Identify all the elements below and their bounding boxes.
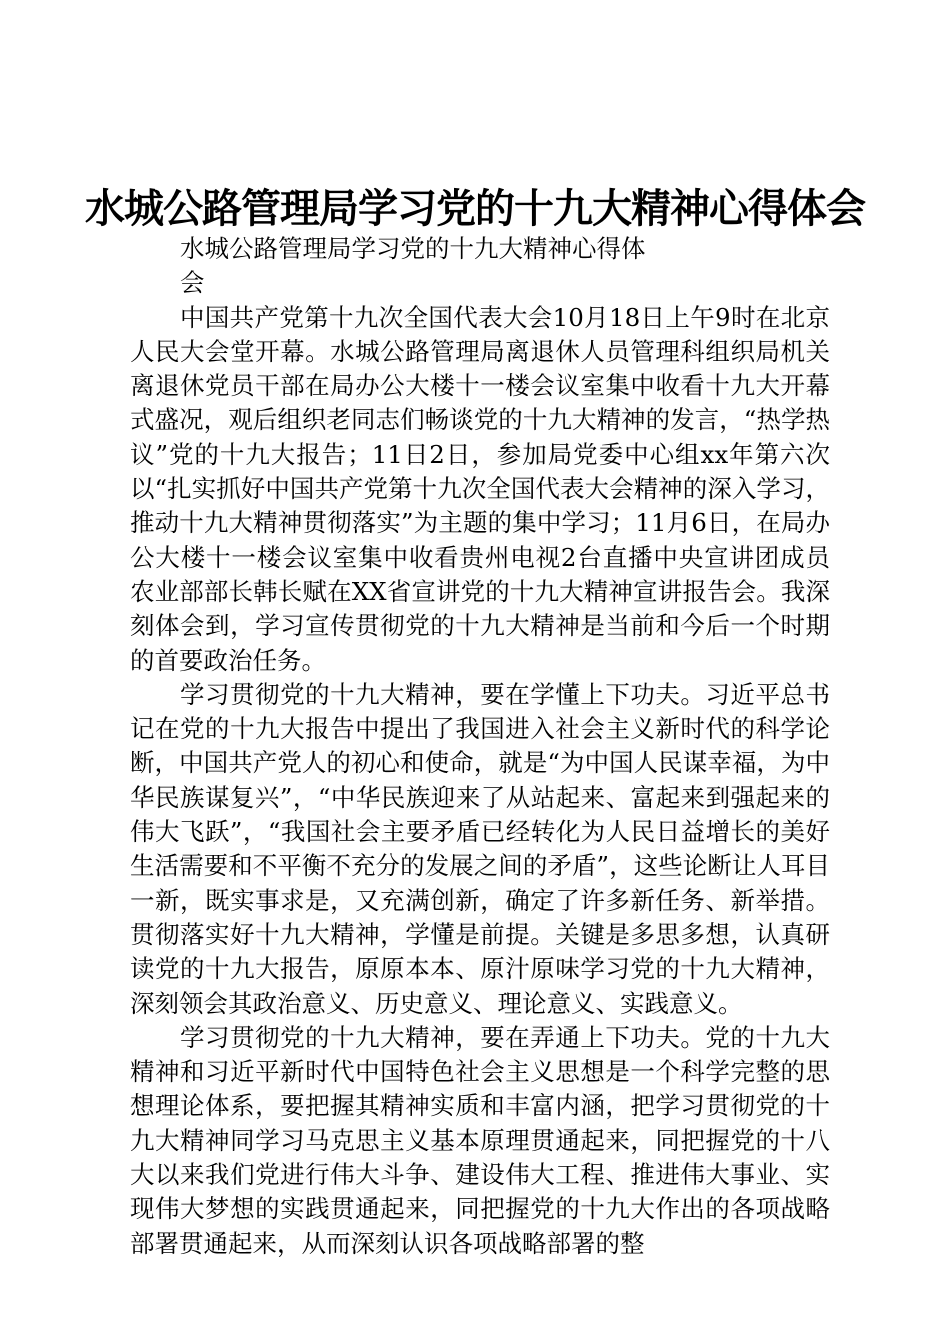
document-body <box>130 232 830 1261</box>
paragraph-1: 中国共产党第十九次全国代表大会10月18日上午9时在北京人民大会堂开幕。水城公路管理局离退休人员管理科组织局机关离退休党员干部在局办公大楼十一楼会议室集中收看十九大开幕式盛况，观后组织老同志们畅谈党的十九大精神的发言，“热学热议”党的十九大报告；11日2日，参加局党委中心组xx年第六次以“扎实抓好中国共产党第十九次全国代表大会精神的深入学习，推动十九大精神贯彻落实”为主题的集中学习；11月6日，在局办公大楼十一楼会议室集中收看贵州电视2台直播中央宣讲团成员农业部部长韩长赋在XX省宣讲党的十九大精神宣讲报告会。我深刻体会到，学习宣传贯彻党的十九大精神是当前和今后一个时期的首要政治任务。 <box>130 302 830 675</box>
document-subtitle: 水城公路管理局学习党的十九大精神心得体会 <box>180 234 646 298</box>
paragraph-2: 学习贯彻党的十九大精神，要在学懂上下功夫。习近平总书记在党的十九大报告中提出了我国进入社会主义新时代的科学论断，中国共产党人的初心和使命，就是“为中国人民谋幸福，为中华民族谋复兴”，“中华民族迎来了从站起来、富起来到强起来的伟大飞跃”，“我国社会主要矛盾已经转化为人民日益增长的美好生活需要和不平衡不充分的发展之间的矛盾”，这些论断让人耳目一新，既实事求是，又充满创新，确定了许多新任务、新举措。贯彻落实好十九大精神，学懂是前提。关键是多思多想，认真研读党的十九大报告，原原本本、原汁原味学习党的十九大精神，深刻领会其政治意义、历史意义、理论意义、实践意义。 <box>130 679 830 1018</box>
document-title: 水城公路管理局学习党的十九大精神心得体会 <box>85 186 865 232</box>
paragraph-3: 学习贯彻党的十九大精神，要在弄通上下功夫。党的十九大精神和习近平新时代中国特色社会主义思想是一个科学完整的思想理论体系，要把握其精神实质和丰富内涵，把学习贯彻党的十九大精神同学习马克思主义基本原理贯通起来，同把握党的十八大以来我们党进行伟大斗争、建设伟大工程、推进伟大事业、实现伟大梦想的实践贯通起来，同把握党的十九大作出的各项战略部署贯通起来，从而深刻认识各项战略部署的整 <box>130 1022 830 1258</box>
